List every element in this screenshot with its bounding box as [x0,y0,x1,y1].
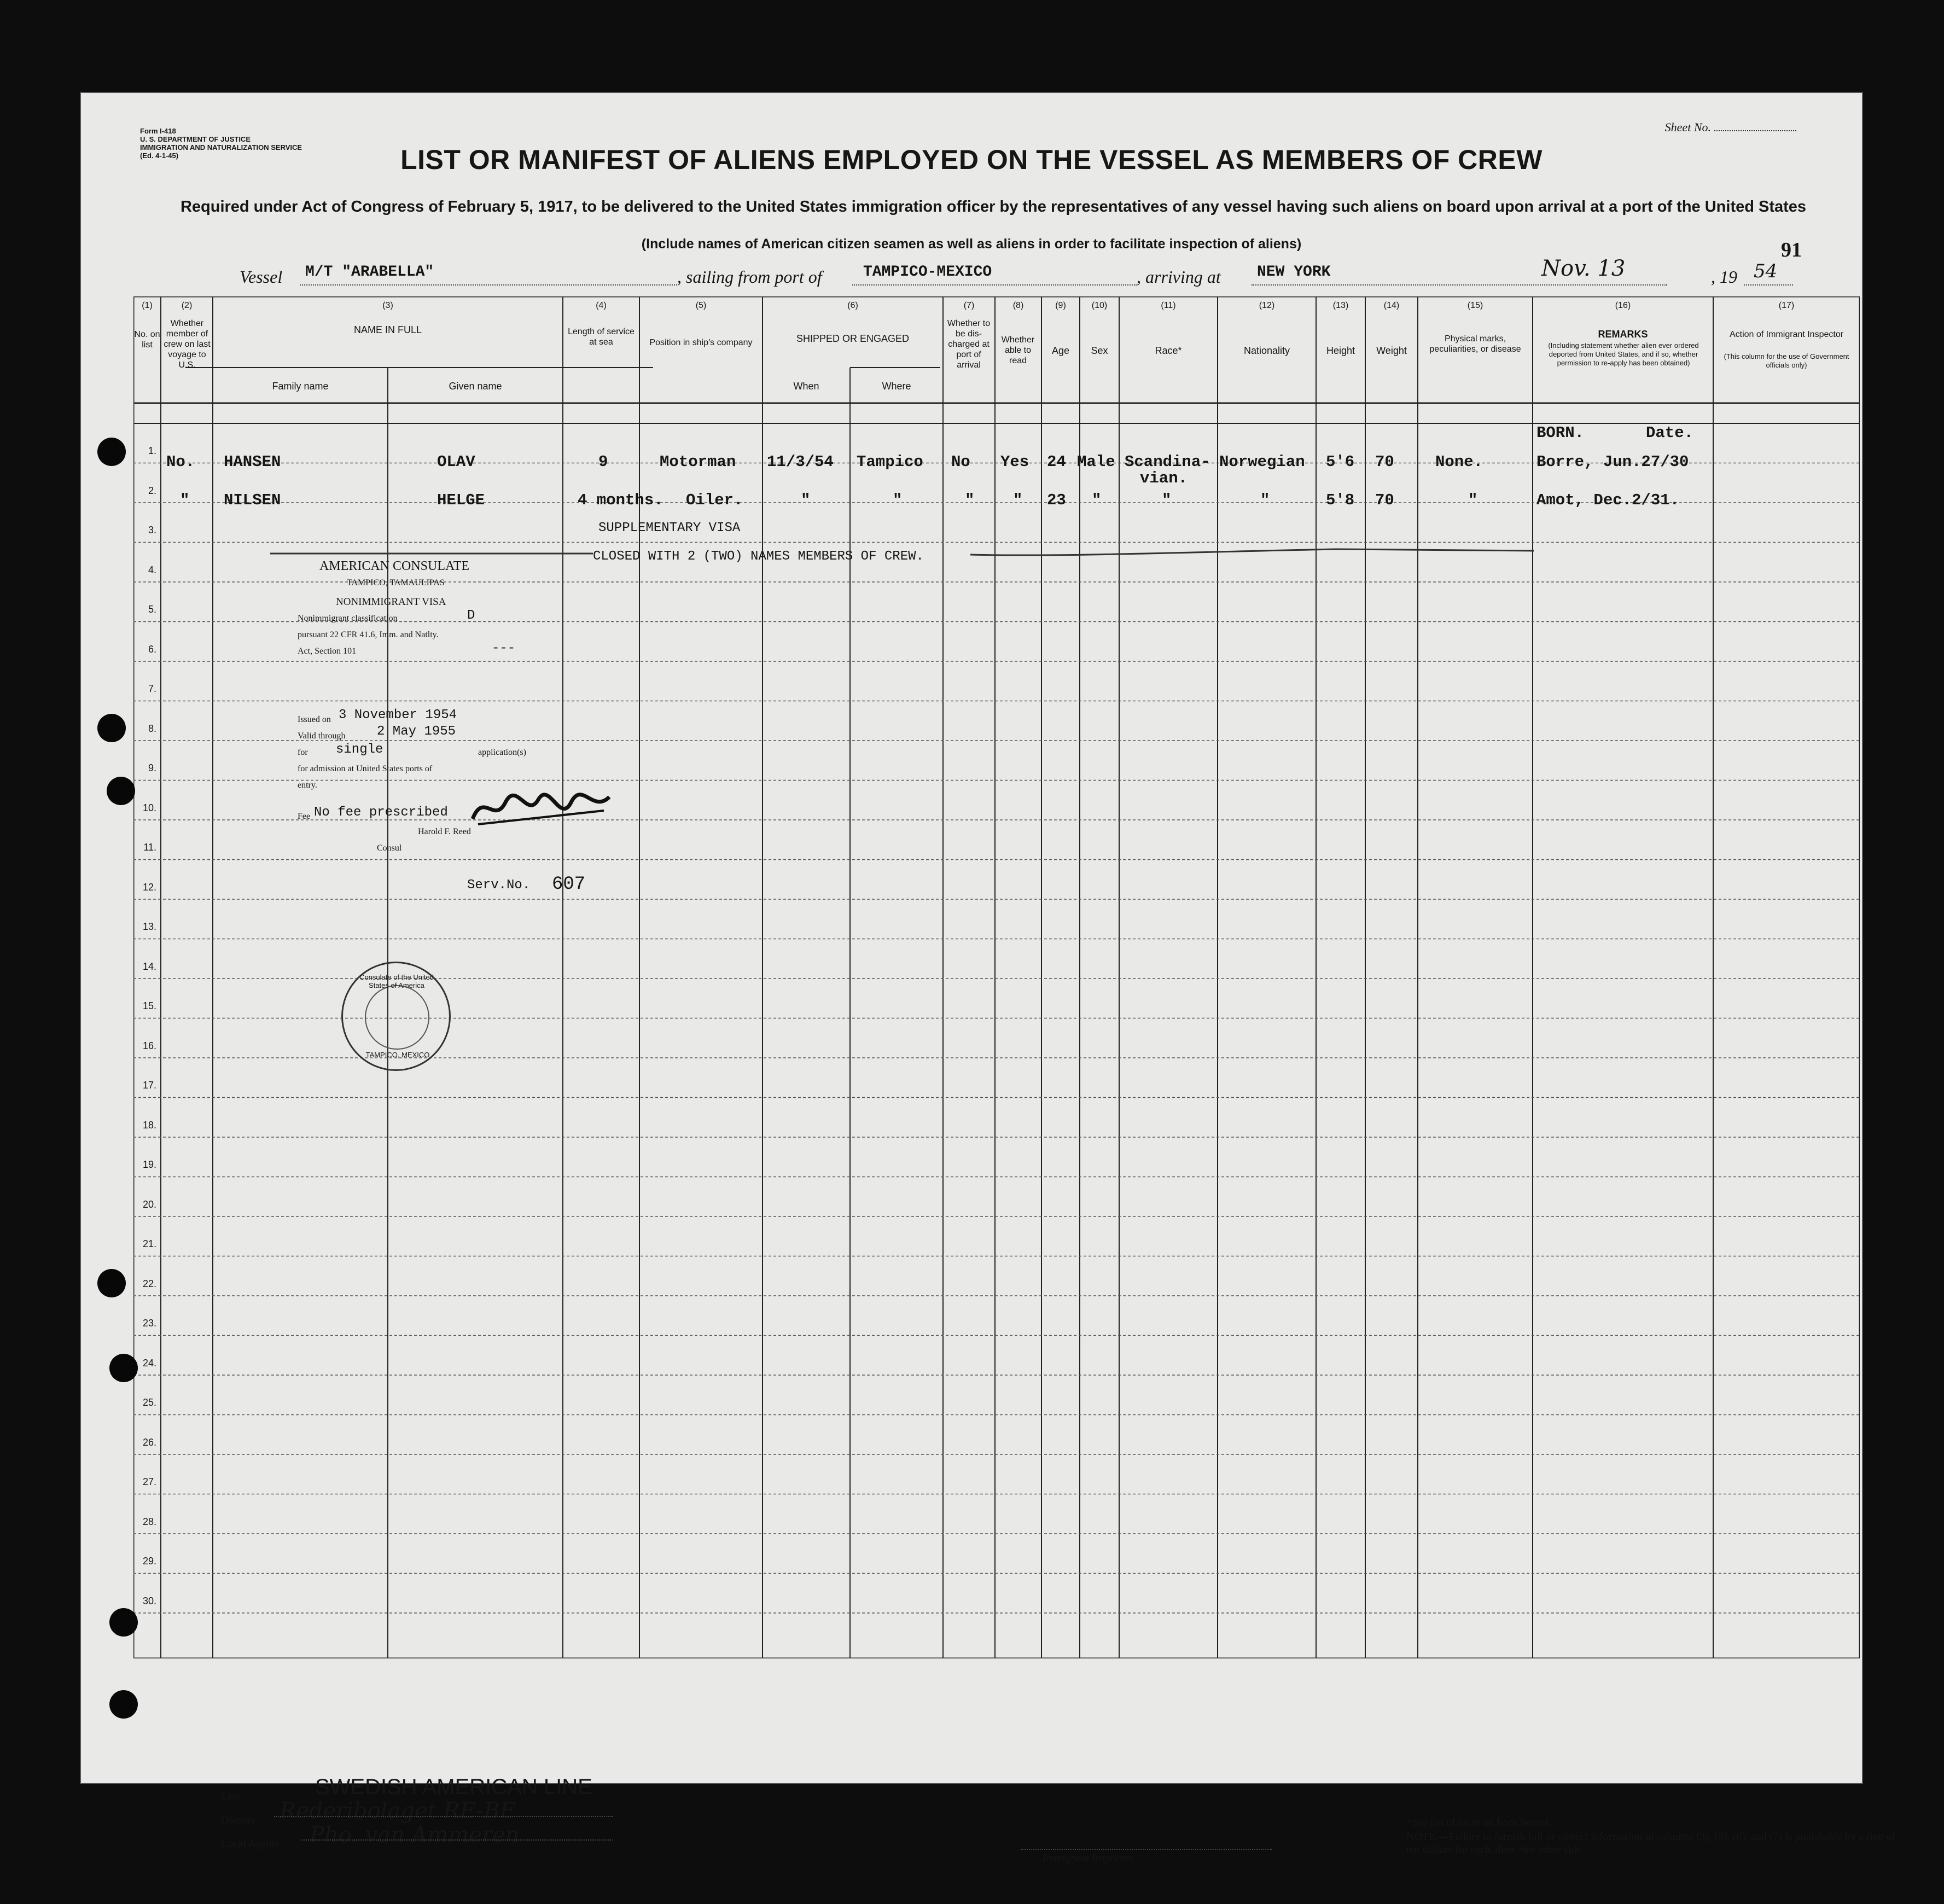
row2-nationality: " [1260,491,1270,509]
row-number: 25. [142,1397,156,1408]
row2-read: " [1013,491,1023,509]
col-16-note: (Including statement whether alien ever ordered deported from United States, and if so, whether permission to re-apply has been obtained) [1548,341,1699,367]
sailing-value: TAMPICO-MEXICO [863,264,992,281]
races-note: *See list of races on back hereof. [1406,1816,1551,1829]
vessel-line [240,256,1804,290]
binder-hole [107,777,135,805]
stamp-act: Act, Section 101 [298,647,357,656]
row-number: 9. [148,762,156,773]
footer [162,1750,1943,1876]
row1-race-cont: vian. [1140,469,1188,487]
row2-race: " [1162,491,1172,509]
row-number: 3. [148,525,156,535]
row-number: 22. [142,1278,156,1289]
stamp-act-value: --- [492,641,516,656]
binder-hole [97,714,126,742]
stamp-consul-label: Consul [377,843,402,853]
col-7-num: (7) [963,301,975,310]
arriving-label: , arriving at [1137,267,1221,287]
col-17-note: (This column for the use of Government officials only) [1724,352,1849,369]
line-label: Line [221,1791,241,1803]
page-number: 91 [1781,238,1802,261]
seal-text-top: Consulate of the United States of America [359,973,434,989]
row1-service: 9 [598,453,608,471]
owners-label: Owners [221,1814,255,1826]
closed-note: CLOSED WITH 2 (TWO) NAMES MEMBERS OF CREW. [593,549,924,564]
row2-remarks: Amot, Dec.2/31. [1536,491,1680,509]
line-value: SWEDISH AMERICAN LINE [315,1775,592,1799]
col-14-num: (14) [1383,301,1400,310]
row-number: 5. [148,604,156,615]
consulate-seal [341,962,451,1071]
col-16-label: REMARKS [1598,329,1648,340]
stamp-fee-value: No fee prescribed [314,805,448,820]
stamp-issued-value: 3 November 1954 [339,708,457,723]
row-number: 21. [142,1238,156,1249]
consul-signature [462,786,615,835]
row2-family: NILSEN [224,491,281,509]
col-6-when-label: When [793,381,819,392]
penalty-note: NOTE.—Failure to furnish full or correct information in columns (3), (5), (6), and (7) is punishable by a fine of ten dollars for each alien. See other side. [1406,1831,1895,1856]
row-number: 26. [142,1436,156,1448]
row-number: 6. [148,643,156,655]
row-number: 16. [142,1040,156,1051]
col-3-num: (3) [382,301,393,310]
row2-weight: 70 [1375,491,1394,509]
form-identifier: Form I-418 U. S. DEPARTMENT OF JUSTICE IMMIGRATION AND NATURALIZATION SERVICE (Ed. 4-1-45) [140,127,302,160]
year-value: 54 [1754,260,1778,282]
stamp-issued-label: Issued on [298,715,331,724]
year-prefix: , 19 [1711,267,1737,287]
subtitle-note: (Include names of American citizen seamen as well as aliens in order to facilitate inspection of aliens) [641,236,1302,252]
row-number: 30. [142,1595,156,1606]
col-8-num: (8) [1012,301,1024,310]
owners-value: Rederibolaget RE-BE [280,1798,516,1824]
row-number: 12. [142,881,156,893]
stamp-visa-type: NONIMMIGRANT VISA [336,596,446,608]
date-value: Nov. 13 [1541,256,1626,281]
row-number: 11. [143,842,156,853]
row-number: 20. [142,1198,156,1210]
row2-crew: " [180,491,190,509]
col-6-num: (6) [847,301,858,310]
row-number: 1. [148,445,156,456]
row2-where: " [893,491,903,509]
row2-when: " [801,491,811,509]
row1-given: OLAV [437,453,475,471]
row2-sex: " [1092,491,1102,509]
stamp-entry: entry. [298,781,317,790]
agents-value: Pho. van Ammeren [310,1823,520,1848]
row-number: 17. [142,1080,156,1091]
binder-hole [109,1690,138,1719]
row1-weight: 70 [1375,453,1394,471]
col-4-label: Length of service at sea [568,327,635,347]
col-4-num: (4) [596,301,607,310]
vessel-label: Vessel [240,267,283,287]
col-1-num: (1) [142,301,153,310]
row1-remarks: Borre, Jun.27/30 [1536,453,1689,471]
col-2-label: Whether member of crew on last voyage to U.S. [164,319,211,370]
row-number: 10. [142,802,156,813]
row-number: 29. [142,1556,156,1567]
binder-hole [97,438,126,466]
stamp-consul-name: Harold F. Reed [418,827,471,836]
row-number: 23. [142,1318,156,1329]
remarks-born-label: BORN. [1536,424,1585,442]
row2-discharged: " [965,491,975,509]
row-number: 19. [142,1159,156,1170]
page-title: LIST OR MANIFEST OF ALIENS EMPLOYED ON THE VESSEL AS MEMBERS OF CREW [400,144,1543,175]
col-3-given-label: Given name [449,381,502,392]
stamp-place: TAMPICO, TAMAULIPAS [347,578,445,587]
row-number: 2. [148,485,156,496]
stamp-valid-label: Valid through [298,731,346,741]
row-number: 8. [148,723,156,734]
row-number: 7. [148,683,156,694]
binder-hole [97,1269,126,1297]
row1-read: Yes [1000,453,1029,471]
row1-nationality: Norwegian [1219,453,1305,471]
row2-height: 5'8 [1326,491,1355,509]
col-5-num: (5) [695,301,707,310]
row1-marks: None. [1435,453,1483,471]
remarks-date-label: Date. [1646,424,1694,442]
stamp-application: application(s) [478,748,526,757]
sailing-label: , sailing from port of [677,267,822,287]
col-3-family-label: Family name [272,381,329,392]
col-6-label: SHIPPED OR ENGAGED [796,333,910,344]
col-14-label: Weight [1376,345,1407,356]
stamp-for-value: single [336,742,383,757]
row-number: 24. [142,1357,156,1369]
col-3-label: NAME IN FULL [353,324,422,335]
col-13-num: (13) [1332,301,1349,310]
manifest-sheet [81,93,1895,1864]
col-10-num: (10) [1091,301,1108,310]
row2-marks: " [1468,491,1478,509]
col-10-label: Sex [1091,345,1108,356]
col-15-num: (15) [1467,301,1483,310]
row1-race: Scandina- [1125,453,1210,471]
stamp-fee-label: Fee [298,812,311,821]
col-11-label: Race* [1155,345,1182,356]
serv-number-label: Serv.No. [467,878,531,893]
row2-given: HELGE [437,491,485,509]
stamp-class-label: Nonimmigrant classification [298,614,398,623]
row1-age: 24 [1047,453,1066,471]
row1-discharged: No [951,453,970,471]
col-17-num: (17) [1778,301,1795,310]
row2-position: Oiler. [686,491,743,509]
row1-when: 11/3/54 [767,453,834,471]
row-number: 15. [142,1000,156,1011]
row-number: 28. [142,1516,156,1527]
stamp-admission: for admission at United States ports of [298,764,433,773]
row1-where: Tampico [857,453,923,471]
stamp-heading: AMERICAN CONSULATE [319,559,470,573]
stamp-valid-value: 2 May 1955 [377,724,456,739]
row-number: 4. [148,564,156,575]
row-number: 27. [142,1476,156,1487]
subtitle: Required under Act of Congress of February 5, 1917, to be delivered to the United States immigration officer by the representatives of any vessel having such aliens on board upon arrival at a port of the United States [180,198,1807,216]
sheet-number: Sheet No. [1665,120,1796,135]
col-16-num: (16) [1615,301,1631,310]
serv-number-value: 607 [552,874,586,895]
row-number: 14. [142,960,156,972]
col-5-label: Position in ship's company [649,338,753,347]
vessel-value: M/T "ARABELLA" [305,264,434,281]
stamp-for-label: for [298,748,308,757]
binder-hole [109,1608,138,1637]
col-11-num: (11) [1161,301,1176,310]
row1-family: HANSEN [224,453,281,471]
row1-crew: No. [166,453,195,471]
binder-hole [109,1354,138,1382]
col-12-num: (12) [1259,301,1275,310]
eagle-emblem-icon [365,985,429,1050]
row-number: 13. [142,921,156,932]
col-6-where-label: Where [882,381,911,392]
row2-service: 4 months. [578,491,663,509]
row1-position: Motorman [660,453,736,471]
agents-label: Local Agents [221,1838,280,1850]
row-number: 18. [142,1119,156,1131]
seal-text-bottom: TAMPICO, MEXICO [365,1051,430,1059]
supplementary-visa-note: SUPPLEMENTARY VISA [598,521,741,535]
row1-sex: Male [1077,453,1115,471]
col-17-label: Action of Immigrant Inspector [1729,330,1844,339]
col-2-num: (2) [181,301,193,310]
col-7-label: Whether to be dis- charged at port of arrival [947,319,991,370]
col-9-num: (9) [1055,301,1066,310]
arriving-value: NEW YORK [1257,264,1331,281]
col-8-label: Whether able to read [1001,335,1035,365]
inspector-label: Immigrant Inspector. [1043,1852,1134,1864]
row2-age: 23 [1047,491,1066,509]
stamp-pursuant: pursuant 22 CFR 41.6, Imm. and Natlty. [298,630,439,639]
stamp-class-value: D [467,608,475,623]
col-12-label: Nationality [1243,345,1290,356]
col-9-label: Age [1051,345,1070,356]
col-15-label: Physical marks, peculiarities, or disease [1429,334,1521,354]
col-1-label: No. on list [134,330,160,350]
row1-height: 5'6 [1326,453,1355,471]
col-13-label: Height [1326,345,1355,356]
